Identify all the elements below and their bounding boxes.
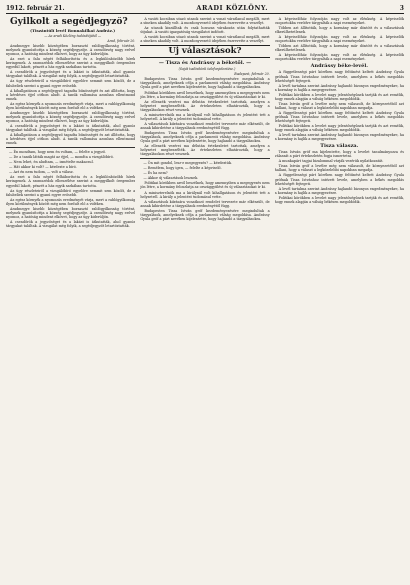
paragraph: A levél tartalma szerint Andrássy hajlandó bizonyos engedményekre, ha a kormány is hajlik a megegyezésre.: [274, 133, 404, 142]
column-2: [140, 17, 269, 582]
paragraph: Politikai körökben a levelet nagy jelentőségűnek tartják és azt remélik, hogy ennek alapján a válság békésen megoldódik.: [274, 124, 404, 133]
dialog-line: — Akkor új választások lesznek.: [143, 176, 199, 181]
paragraph: Aradmegye kisebb községében borzasztó rablógyilkosság történt, melynek gyanúsítottja a község segédjegyzője. A csendőrség nagy erővel nyomoz, a hatóság mindent elkövet, hogy az ügy kiderüljön.: [6, 44, 136, 57]
article-subhead: (Tiszántúlí levél Bonnakilkai Andráz.): [30, 28, 116, 33]
columns: [6, 17, 404, 582]
issue-date: 1912. február 21.: [6, 5, 65, 12]
paragraph: A levél tartalma szerint Andrássy hajlandó bizonyos engedményekre, ha a kormány is hajlik a megegyezésre.: [274, 83, 404, 92]
dialog-line: — Hát akkor ki volt? — kérdezte a bíró.: [9, 165, 77, 170]
paragraph: Az egész környék a nyomozás eredményét várja, mert a rablógyilkosság ilyen körülmények között még nem fordult elő a vidéken.: [6, 101, 136, 110]
paragraph: A kihallgatáson a segédjegyző tagadta bűnösségét és azt állította, hogy a kérdéses éjjel otthon aludt. A tanúk vallomása azonban ellentmond ennek.: [6, 88, 136, 101]
paragraph: Az ügy részleteiről a vizsgálóbíró egyelőre semmit sem közölt, de a falubeliek szerint a gyanú egyre erősebb.: [6, 188, 136, 197]
paragraph: Budapesten Tisza István gróf kezdeményezésére megindultak a tárgyalások, amelyeknek célja a parlamenti válság megoldása. Andrássy Gyula gróf a párt nevében kijelentette, hogy hajlandó a tárgyalásokra.: [140, 208, 270, 221]
paragraph: Az ellenzék vezérei ma délután értekezletet tartottak, amelyen a helyzetet megbeszélték. Az értekezleten elhatározták, hogy a tárgyalásokon részt vesznek.: [140, 144, 270, 157]
paragraph: A miniszterelnök ma a királynál volt kihallgatáson és jelentést tett a helyzetről. A király a jelentést tudomásul vette.: [140, 112, 270, 121]
dialog-line: — Én mondtam, hogy nem én voltam, — felelte a jegyző.: [9, 150, 107, 155]
paragraph: A csendőrök a jegyzőséget és a lakást is átkutatták, ahol gyanús tárgyakat találtak. A vizsgálat még folyik, a segédjegyzőt letartóztatták.: [6, 70, 136, 79]
paragraph: Az utasok kiszálltak és csak hosszas várakozás után folytathatták útjukat. A vasúti igazgatóság vizsgálatot indított.: [140, 26, 270, 35]
paragraph: A munkapárt tagjai bizalommal várják vezérük nyilatkozatát.: [278, 159, 384, 164]
column-3: [275, 17, 404, 582]
col1-body: [6, 44, 135, 228]
paragraph: Az ügy részleteiről a vizsgálóbíró egyelőre semmit sem közölt, de a falubeliek szerint a gyanú egyre erősebb.: [6, 79, 136, 88]
paragraph: Politikai körökben a levelet nagy jelentőségűnek tartják és azt remélik, hogy ennek alapján a válság békésen megoldódik.: [274, 92, 404, 101]
paragraph: A csendőrök a jegyzőséget és a lakást is átkutatták, ahol gyanús tárgyakat találtak. A vizsgálat még folyik, a segédjegyzőt letartóztatták.: [6, 219, 136, 228]
paragraph: A függetlenségi párt körében nagy feltűnést keltett Andrássy Gyula grófnak Tisza Istvánhoz intézett levele, amelyben a békés megoldás lehetőségét fejtegeti.: [274, 70, 404, 83]
paragraph: A függetlenségi párt körében nagy feltűnést keltett Andrássy Gyula grófnak Tisza Istvánhoz intézett levele, amelyben a békés megoldás lehetőségét fejtegeti.: [274, 173, 404, 186]
divider: [6, 147, 135, 148]
section-sub: (Saját tudósítónk telefonjelentése.): [178, 67, 236, 72]
paragraph: A miniszterelnök ma a királynál volt kihallgatáson és jelentést tett a helyzetről. A király a jelentést tudomásul vette.: [140, 190, 270, 199]
paragraph: Politikai körökben a levelet nagy jelentőségűnek tartják és azt remélik, hogy ennek alapján a válság békésen megoldódik.: [274, 195, 404, 204]
section-title: Tisza válasza.: [320, 143, 359, 150]
paragraph: A képviselőház folyosóján nagy volt az élénkség. A képviselők csoportokba verődve tárgyalták a napi eseményeket.: [274, 17, 404, 26]
dialog-line: — Remélem, hogy igen, — felelte a képviselő.: [143, 166, 222, 171]
masthead: [6, 4, 404, 14]
dialog-line: — Ön mit gondol, lesz-e megegyezés? — kérdeztük.: [143, 161, 232, 166]
dialog-line: — Azt én nem tudom, — volt a válasz.: [9, 170, 74, 175]
article-dateline: Budapest, február 20.: [234, 72, 270, 77]
paper-title: ARADI KÖZLÖNY.: [196, 4, 268, 12]
paragraph: Az eset a falu népét felháborította és a legkülönbözőbb hírek keringenek. A szomszédok elbeszélése szerint a meggyilkolt öregember egyedül lakott, pénzét a ház egyik sarkában tartotta.: [6, 175, 136, 188]
paragraph: Többen azt állították, hogy a kormány már döntött és a választások elkerülhetetlenek.: [274, 44, 404, 53]
paragraph: Aradmegye kisebb községében borzasztó rablógyilkosság történt, melynek gyanúsítottja a község segédjegyzője. A csendőrség nagy erővel nyomoz, a hatóság mindent elkövet, hogy az ügy kiderüljön.: [6, 206, 136, 219]
paragraph: A vasúti kocsiban utazó utasok szerint a vonat váratlanul megállt, mert a síneken akadály volt. A mozdonyvezető idejében észrevette a veszélyt.: [140, 17, 270, 26]
box-headline: Uj választások?: [140, 45, 269, 58]
paragraph: A levél tartalma szerint Andrássy hajlandó bizonyos engedményekre, ha a kormány is hajlik a megegyezésre.: [274, 186, 404, 195]
paragraph: Aradmegye kisebb községében borzasztó rablógyilkosság történt, melynek gyanúsítottja a község segédjegyzője. A csendőrség nagy erővel nyomoz, a hatóság mindent elkövet, hogy az ügy kiderüljön.: [6, 110, 136, 123]
dialog-line: — De a tanúk látták magát az éjjel, — mondta a vizsgálóbíró.: [9, 155, 114, 160]
dialog-line: — Nem lehet, én aludtam, — ismételte makacsul.: [9, 160, 94, 165]
article-headline: Gyilkolt a segédjegyző?: [10, 17, 128, 27]
paragraph: Budapesten Tisza István gróf kezdeményezésére megindultak a tárgyalások, amelyeknek célja a parlamenti válság megoldása. Andrássy Gyula gróf a párt nevében kijelentette, hogy hajlandó a tárgyalásokra.: [140, 130, 270, 144]
section-title: Andrássy béke-levél.: [310, 63, 368, 70]
paragraph: Az egész környék a nyomozás eredményét várja, mert a rablógyilkosság ilyen körülmények között még nem fordult elő a vidéken.: [6, 197, 136, 206]
article-byline: — Az aradi Közlöny tudósítójától —: [44, 34, 102, 38]
paragraph: A vasúti kocsiban utazó utasok szerint a vonat váratlanul megállt, mert a síneken akadály volt. A mozdonyvezető idejében észrevette a veszélyt.: [140, 35, 270, 44]
paragraph: Politikai körökben arról beszélnek, hogy amennyiben a megegyezés nem jön létre, a kormány feloszlatja az országgyűlést és új választásokat ír ki.: [140, 181, 270, 190]
paragraph: A kihallgatáson a segédjegyző tagadta bűnösségét és azt állította, hogy a kérdéses éjjel otthon aludt. A tanúk vallomása azonban ellentmond ennek.: [6, 133, 136, 146]
page-number: 3: [399, 5, 404, 12]
paragraph: Politikai körökben arról beszélnek, hogy amennyiben a megegyezés nem jön létre, a kormány feloszlatja az országgyűlést és új választásokat ír ki.: [140, 90, 270, 99]
paragraph: A választások kiírására vonatkozó rendelet tervezete már elkészült, de annak kihirdetése a tárgyalások eredményétől függ.: [140, 121, 270, 130]
dialog-line: — És ha nem?: [143, 171, 168, 176]
article-dateline: Arad, február 20.: [107, 39, 136, 44]
paragraph: Budapesten Tisza István gróf kezdeményezésére megindultak a tárgyalások, amelyeknek célja a parlamenti válság megoldása. Andrássy Gyula gróf a párt nevében kijelentette, hogy hajlandó a tárgyalásokra.: [140, 77, 270, 90]
paragraph: A csendőrök a jegyzőséget és a lakást is átkutatták, ahol gyanús tárgyakat találtak. A vizsgálat még folyik, a segédjegyzőt letartóztatták.: [6, 123, 136, 132]
divider: [140, 158, 269, 159]
paragraph: A képviselőház folyosóján nagy volt az élénkség. A képviselők csoportokba verődve tárgyalták a napi eseményeket.: [274, 53, 404, 62]
paragraph: Tisza István gróf a levélre még nem válaszolt, de környezetéből azt hallani, hogy a választ a legközelebbi napokban megadja.: [274, 101, 404, 110]
section-title: — Tisza és Andrássy a béketől. —: [158, 60, 252, 67]
paragraph: Tisza István gróf a levélre még nem válaszolt, de környezetéből azt hallani, hogy a választ a legközelebbi napokban megadja.: [274, 164, 404, 173]
paragraph: Az ellenzék vezérei ma délután értekezletet tartottak, amelyen a helyzetet megbeszélték. Az értekezleten elhatározták, hogy a tárgyalásokon részt vesznek.: [140, 99, 270, 112]
paragraph: Az eset a falu népét felháborította és a legkülönbözőbb hírek keringenek. A szomszédok elbeszélése szerint a meggyilkolt öregember egyedül lakott, pénzét a ház egyik sarkában tartotta.: [6, 57, 136, 70]
column-1: [6, 17, 135, 582]
paragraph: Tisza István gróf ma kijelentette, hogy a levelet tanulmányozza és válaszát a párt értekezletén fogja ismertetni.: [274, 150, 404, 159]
paragraph: Többen azt állították, hogy a kormány már döntött és a választások elkerülhetetlenek.: [274, 26, 404, 35]
paragraph: A függetlenségi párt körében nagy feltűnést keltett Andrássy Gyula grófnak Tisza Istvánhoz intézett levele, amelyben a békés megoldás lehetőségét fejtegeti.: [274, 110, 404, 123]
paragraph: A képviselőház folyosóján nagy volt az élénkség. A képviselők csoportokba verődve tárgyalták a napi eseményeket.: [274, 35, 404, 44]
paragraph: A választások kiírására vonatkozó rendelet tervezete már elkészült, de annak kihirdetése a tárgyalások eredményétől függ.: [140, 199, 270, 208]
